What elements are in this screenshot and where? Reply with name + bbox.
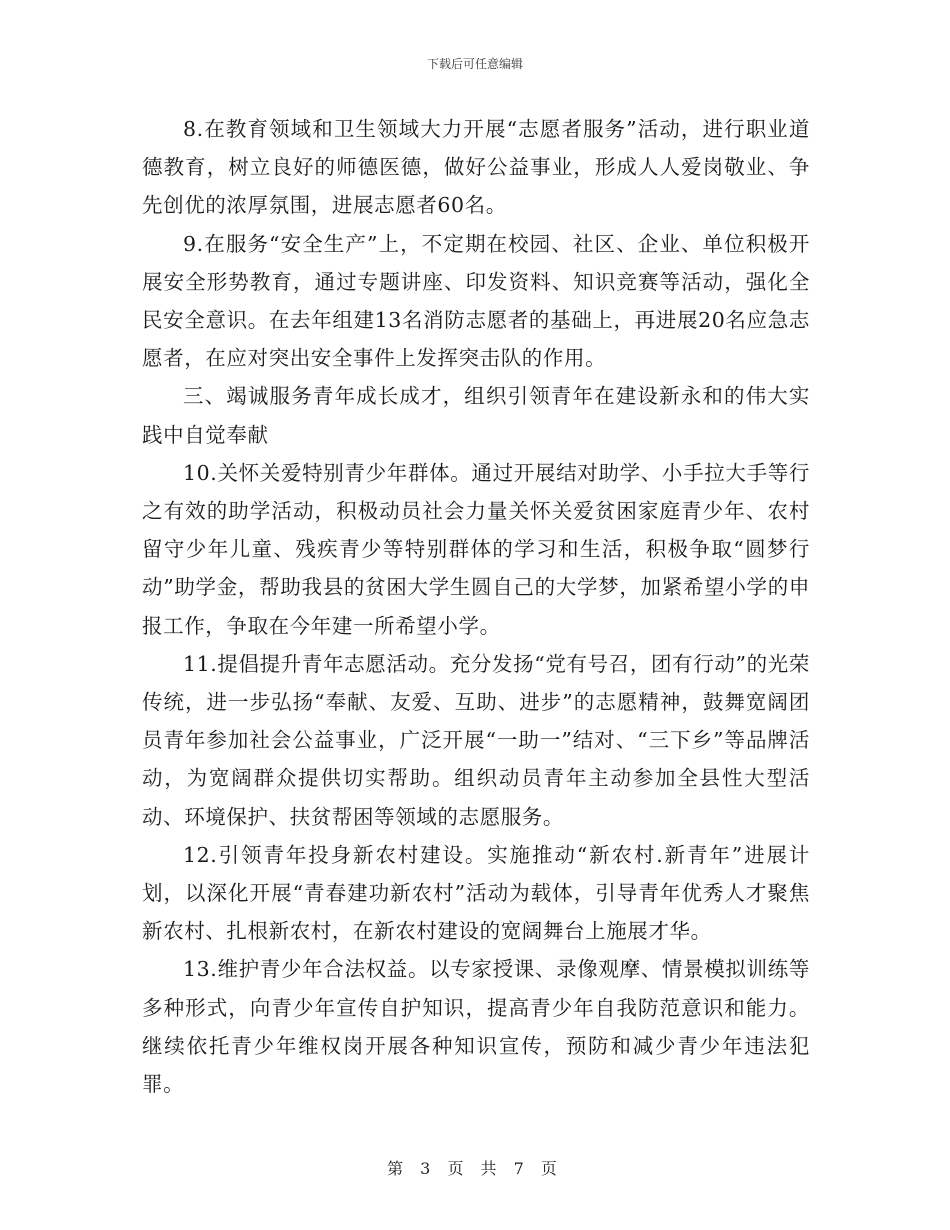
- paragraph-item-10: 10.关怀关爱特别青少年群体。通过开展结对助学、小手拉大手等行之有效的助学活动，积极动员社会力量关怀关爱贫困家庭青少年、农村留守少年儿童、残疾青少等特别群体的学习和生活，积极争取“圆梦行动”助学金，帮助我县的贫困大学生圆自己的大学梦，加紧希望小学的申报工作，争取在今年建一所希望小学。: [142, 460, 810, 638]
- page-header: 下载后可任意编辑: [426, 57, 523, 71]
- document-body: [142, 110, 810, 1103]
- paragraph-item-11: 11.提倡提升青年志愿活动。充分发扬“党有号召，团有行动”的光荣传统，进一步弘扬“奉献、友爱、互助、进步”的志愿精神，鼓舞宽阔团员青年参加社会公益事业，广泛开展“一助一”结对、“三下乡”等品牌活动，为宽阔群众提供切实帮助。组织动员青年主动参加全县性大型活动、环境保护、扶贫帮困等领域的志愿服务。: [142, 651, 810, 829]
- paragraph-item-12: 12.引领青年投身新农村建设。实施推动“新农村.新青年”进展计划，以深化开展“青春建功新农村”活动为载体，引导青年优秀人才聚焦新农村、扎根新农村，在新农村建设的宽阔舞台上施展才华。: [142, 842, 810, 944]
- section-heading-3: 三、竭诚服务青年成长成才，组织引领青年在建设新永和的伟大实践中自觉奉献: [142, 384, 810, 447]
- paragraph-item-8: 8.在教育领域和卫生领域大力开展“志愿者服务”活动，进行职业道德教育，树立良好的师德医德，做好公益事业，形成人人爱岗敬业、争先创优的浓厚氛围，进展志愿者60名。: [142, 117, 810, 218]
- paragraph-item-9: 9.在服务“安全生产”上，不定期在校园、社区、企业、单位积极开展安全形势教育，通过专题讲座、印发资料、知识竞赛等活动，强化全民安全意识。在去年组建13名消防志愿者的基础上，再进展20名应急志愿者，在应对突出安全事件上发挥突击队的作用。: [142, 231, 810, 371]
- page-number-footer: 第 3 页 共 7 页: [387, 1159, 563, 1178]
- paragraph-item-13: 13.维护青少年合法权益。以专家授课、录像观摩、情景模拟训练等多种形式，向青少年宣传自护知识，提高青少年自我防范意识和能力。继续依托青少年维权岗开展各种知识宣传，预防和减少青少年违法犯罪。: [142, 957, 810, 1097]
